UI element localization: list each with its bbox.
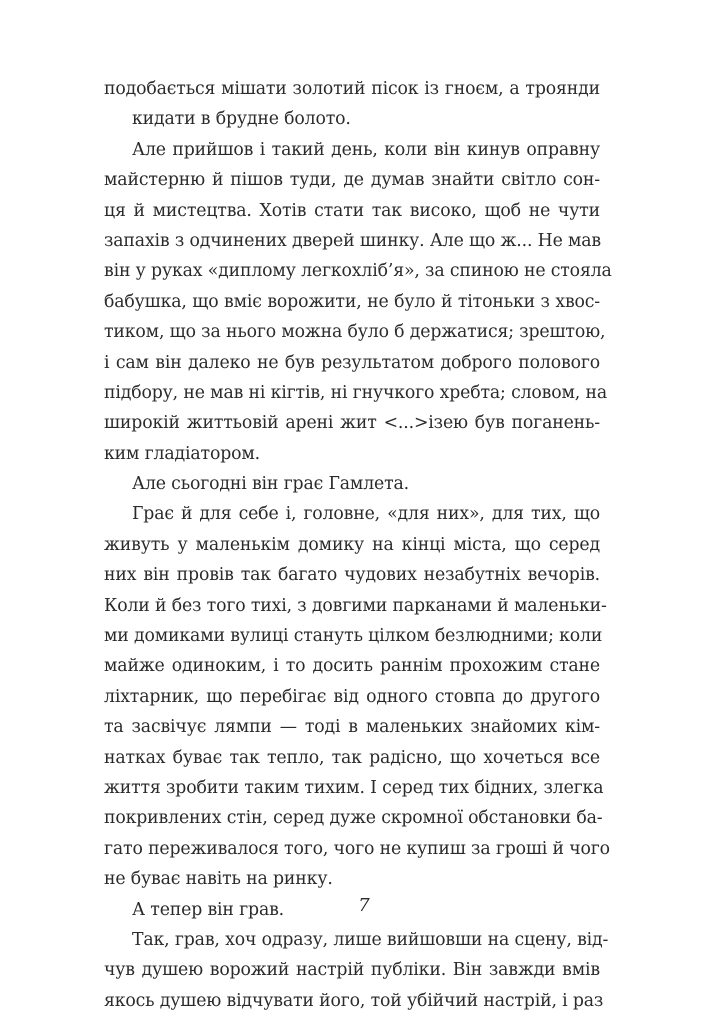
text-line: гато переживалося того, чого не купиш за гроші й чого [104, 838, 610, 859]
text-line: ми домиками вулиці стануть цілком безлюдними; коли [104, 626, 603, 647]
text-line: якось душею відчувати його, той убійчий настрій, і раз [104, 990, 604, 1011]
text-line: А тепер він грав. [132, 899, 285, 920]
text-line: запахів з одчинених дверей шинку. Але що ж... Не мав [104, 230, 602, 251]
text-line: чув душею ворожий настрій публіки. Він завжди вмів [104, 960, 600, 981]
page-number: 7 [358, 895, 370, 916]
text-line: ця й мистецтва. Хотів стати так високо, щоб не чути [104, 200, 600, 221]
text-line: ліхтарник, що перебігає від одного стовпа до другого [104, 686, 600, 707]
text-line: Так, грав, хоч одразу, лише вийшовши на сцену, від- [132, 929, 609, 950]
text-line: кидати в брудне болото. [132, 109, 351, 130]
text-line: подобається мішати золотий пісок із гноєм, а троянди [104, 79, 600, 99]
text-line: Грає й для себе і, головне, «для них», для тих, що [132, 504, 600, 525]
text-line: широкій життьовій арені жит <...>ізею був поганень- [104, 413, 600, 434]
text-line: та засвічує лямпи — тоді в маленьких знайомих кім- [104, 717, 600, 738]
text-line: Але сьогодні він грає Гамлета. [132, 474, 410, 495]
text-line: ким гладіатором. [104, 443, 261, 464]
text-line: підбору, не мав ні кігтів, ні гнучкого хребта; словом, на [104, 382, 608, 403]
text-line: і сам він далеко не був результатом доброго полового [104, 352, 600, 373]
page-body [104, 74, 612, 1016]
text-line: покривлених стін, серед дуже скромної обстановки ба- [104, 808, 603, 829]
text-line: він у руках «диплому легкохліб’я», за спиною не стояла [104, 261, 612, 282]
text-line: життя зробити таким тихим. І серед тих бідних, злегка [104, 777, 604, 798]
text-line: живуть у маленькім домику на кінці міста, що серед [104, 534, 600, 555]
text-line: Коли й без того тихі, з довгими парканами й маленьки- [104, 595, 607, 616]
text-line: бабушка, що вміє ворожити, не було й тітоньки з хвос- [104, 291, 600, 312]
text-line: натках буває так тепло, так радісно, що хочеться все [104, 747, 600, 768]
text-line: Але прийшов і такий день, коли він кинув оправну [132, 139, 600, 160]
text-line: майже одиноким, і то досить раннім прохожим стане [104, 656, 600, 677]
text-line: тиком, що за нього можна було б держатися; зрештою, [104, 322, 606, 343]
text-line: не буває навіть на ринку. [104, 869, 333, 890]
text-line: майстерню й пішов туди, де думав знайти світло сон- [104, 170, 600, 191]
text-line: них він провів так багато чудових незабутніх вечорів. [104, 565, 600, 586]
